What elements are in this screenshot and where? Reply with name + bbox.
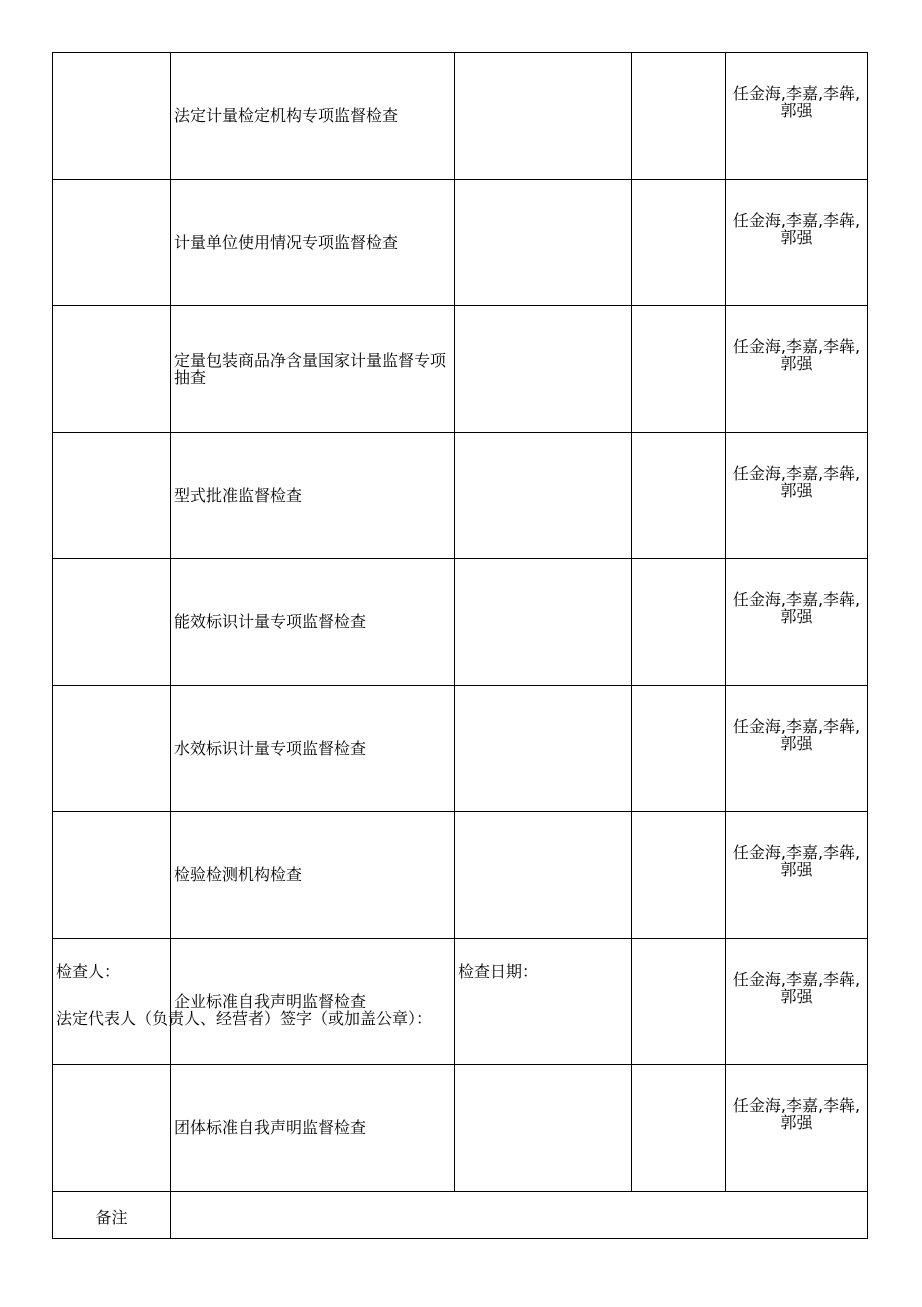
item-name-cell: 计量单位使用情况专项监督检查	[171, 179, 455, 306]
remark-row	[53, 1191, 868, 1238]
note-cell	[632, 685, 726, 812]
result-cell	[455, 812, 632, 939]
inspectors-cell: 任金海,李嘉,李犇,郭强	[726, 432, 868, 559]
note-cell	[632, 432, 726, 559]
note-cell	[632, 179, 726, 306]
remark-field[interactable]	[171, 1191, 868, 1238]
note-cell	[632, 559, 726, 686]
category-cell	[53, 812, 171, 939]
result-cell	[455, 53, 632, 180]
table-row	[53, 432, 868, 559]
item-name-cell: 水效标识计量专项监督检查	[171, 685, 455, 812]
inspectors-cell: 任金海,李嘉,李犇,郭强	[726, 812, 868, 939]
table-row	[53, 812, 868, 939]
category-cell	[53, 53, 171, 180]
remark-label: 备注	[53, 1191, 171, 1238]
result-cell	[455, 179, 632, 306]
table-row	[53, 53, 868, 180]
category-cell	[53, 432, 171, 559]
table-row	[53, 1065, 868, 1192]
note-cell	[632, 306, 726, 433]
note-cell	[632, 938, 726, 1065]
inspection-table	[52, 52, 868, 1239]
item-name-cell: 检验检测机构检查	[171, 812, 455, 939]
table-row	[53, 179, 868, 306]
table-row	[53, 306, 868, 433]
legal-representative-signature-label: 法定代表人（负责人、经营者）签字（或加盖公章）：	[56, 1009, 433, 1028]
result-cell	[455, 685, 632, 812]
inspection-date-label: 检查日期：	[458, 962, 539, 981]
inspectors-cell: 任金海,李嘉,李犇,郭强	[726, 1065, 868, 1192]
table-row	[53, 685, 868, 812]
inspectors-cell: 任金海,李嘉,李犇,郭强	[726, 559, 868, 686]
item-name-cell: 法定计量检定机构专项监督检查	[171, 53, 455, 180]
category-cell	[53, 179, 171, 306]
table-row	[53, 938, 868, 1065]
category-cell	[53, 1065, 171, 1192]
category-cell	[53, 559, 171, 686]
result-cell	[455, 1065, 632, 1192]
category-cell	[53, 685, 171, 812]
inspectors-cell: 任金海,李嘉,李犇,郭强	[726, 685, 868, 812]
item-name-cell: 能效标识计量专项监督检查	[171, 559, 455, 686]
inspectors-cell: 任金海,李嘉,李犇,郭强	[726, 306, 868, 433]
inspectors-cell: 任金海,李嘉,李犇,郭强	[726, 179, 868, 306]
note-cell	[632, 53, 726, 180]
result-cell	[455, 432, 632, 559]
note-cell	[632, 1065, 726, 1192]
inspectors-cell: 任金海,李嘉,李犇,郭强	[726, 53, 868, 180]
note-cell	[632, 812, 726, 939]
inspector-label: 检查人：	[56, 962, 121, 981]
inspectors-cell: 任金海,李嘉,李犇,郭强	[726, 938, 868, 1065]
item-name-cell: 型式批准监督检查	[171, 432, 455, 559]
result-cell	[455, 559, 632, 686]
category-cell	[53, 938, 171, 1065]
item-name-cell: 定量包装商品净含量国家计量监督专项抽查	[171, 306, 455, 433]
table-row	[53, 559, 868, 686]
item-name-cell: 企业标准自我声明监督检查	[171, 938, 455, 1065]
item-name-cell: 团体标准自我声明监督检查	[171, 1065, 455, 1192]
result-cell	[455, 306, 632, 433]
result-cell	[455, 938, 632, 1065]
category-cell	[53, 306, 171, 433]
